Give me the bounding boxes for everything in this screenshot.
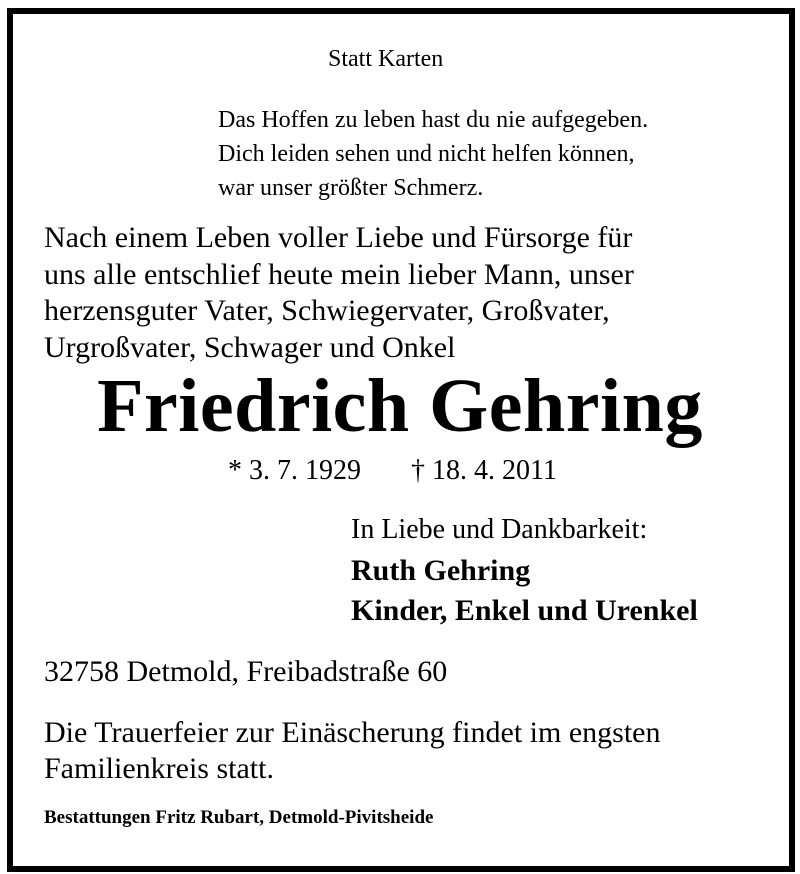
mourner-family: Kinder, Enkel und Urenkel (351, 594, 698, 627)
birth-date: * 3. 7. 1929 (228, 455, 361, 486)
funeral-home: Bestattungen Fritz Rubart, Detmold-Pivitsheide (44, 807, 434, 828)
address: 32758 Detmold, Freibadstraße 60 (44, 655, 448, 688)
deceased-name: Friedrich Gehring (97, 364, 703, 448)
verse: Das Hoffen zu leben hast du nie aufgegeben. Dich leiden sehen und nicht helfen können, war unser größter Schmerz. (218, 107, 649, 201)
death-date: † 18. 4. 2011 (411, 455, 557, 486)
intro-text: Nach einem Leben voller Liebe und Fürsorge für uns alle entschlief heute mein lieber Mann, unser herzensguter Vater, Schwiegervater, Großvater, Urgroßvater, Schwager und Onkel (44, 221, 634, 364)
thanks-line: In Liebe und Dankbarkeit: (351, 514, 648, 545)
heading: Statt Karten (328, 46, 444, 72)
funeral-notice: Die Trauerfeier zur Einäscherung findet im engsten Familienkreis statt. (44, 716, 661, 785)
mourner-name: Ruth Gehring (351, 554, 531, 587)
